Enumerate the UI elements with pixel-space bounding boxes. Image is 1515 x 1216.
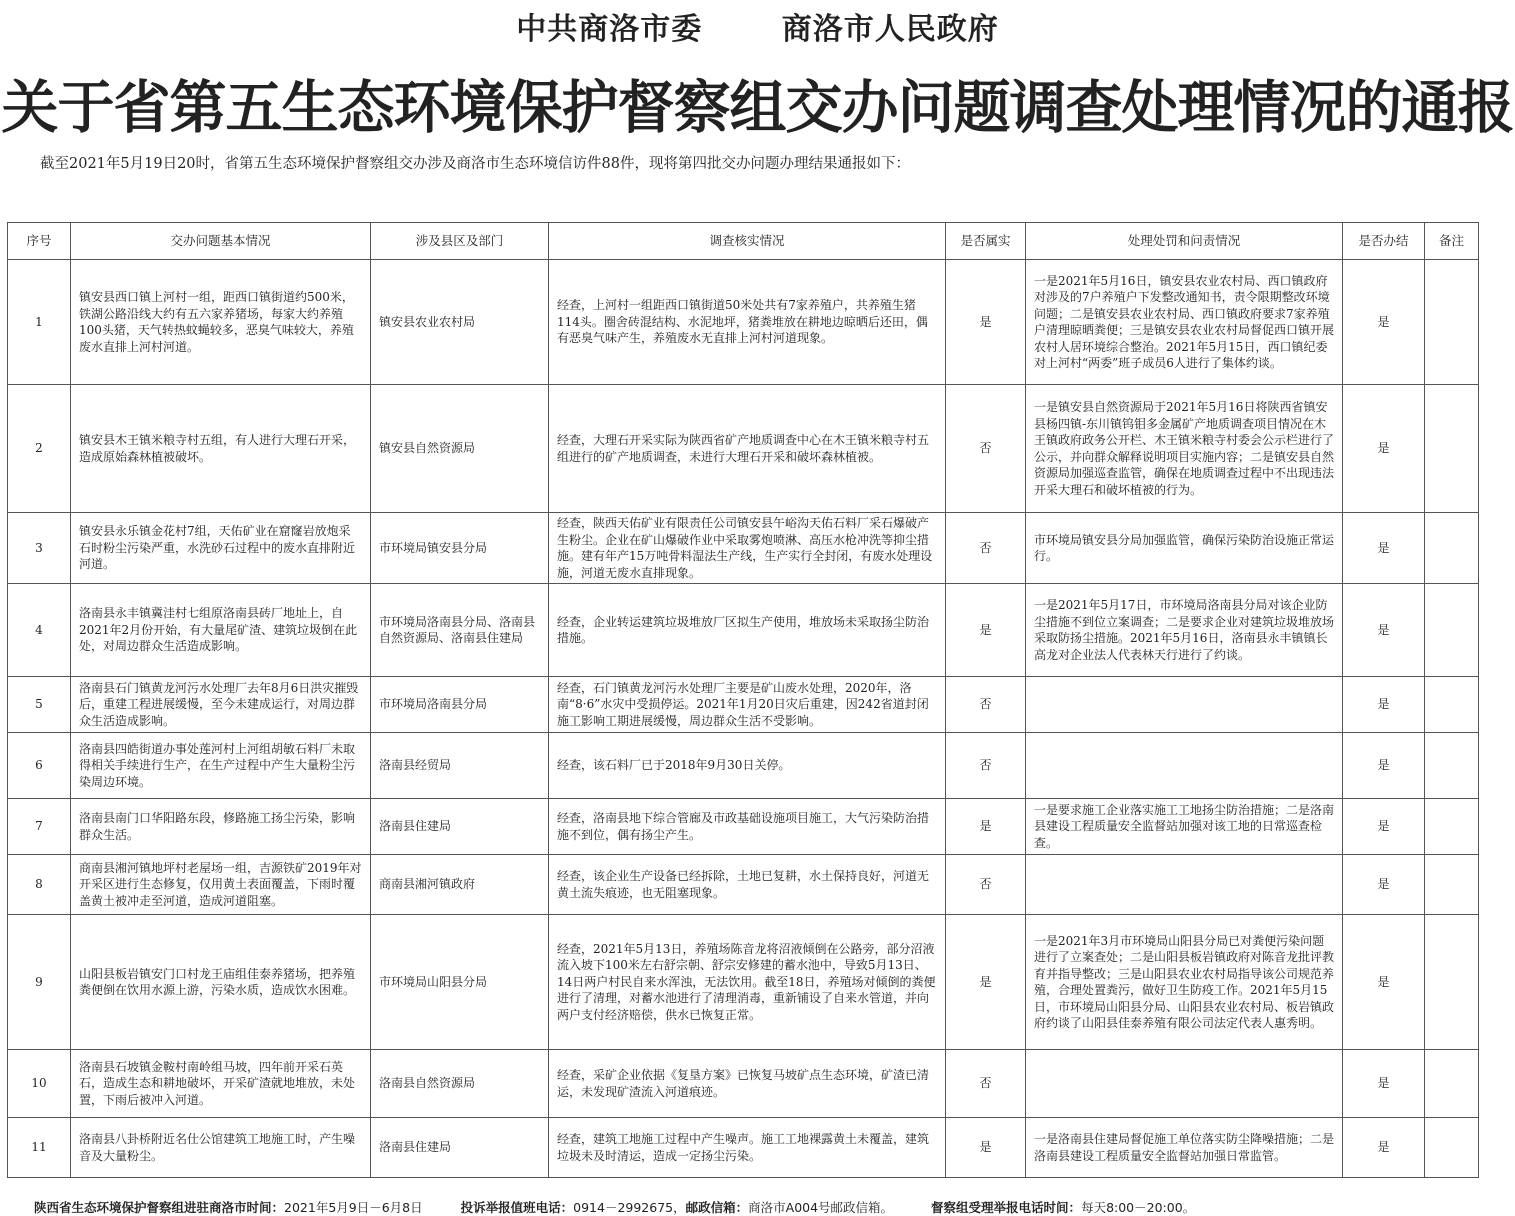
cell-verified: 否: [946, 855, 1026, 915]
cell-remark: [1425, 260, 1479, 385]
footer-value: 商洛市A004号邮政信箱。: [748, 1200, 894, 1215]
cell-verified: 是: [946, 260, 1026, 385]
cell-remark: [1425, 733, 1479, 799]
cell-department: 商南县湘河镇政府: [371, 855, 549, 915]
cell-serial: 8: [8, 855, 71, 915]
cell-issue: 洛南县石门镇黄龙河污水处理厂去年8月6日洪灾摧毁后，重建工程进展缓慢，至今未建成运行，对周边群众生活造成影响。: [71, 677, 371, 733]
cell-verified: 否: [946, 733, 1026, 799]
column-header: 是否属实: [946, 223, 1026, 260]
footer-station-period: [34, 1198, 423, 1216]
cell-closed: 是: [1343, 915, 1425, 1050]
cell-issue: 洛南县南门口华阳路东段，修路施工扬尘污染，影响群众生活。: [71, 799, 371, 855]
cell-finding: 经查，洛南县地下综合管廊及市政基础设施项目施工，大气污染防治措施不到位，偶有扬尘产生。: [549, 799, 946, 855]
cell-remark: [1425, 1050, 1479, 1118]
document-title: 关于省第五生态环境保护督察组交办问题调查处理情况的通报: [1, 75, 1514, 141]
cell-remark: [1425, 799, 1479, 855]
table-row: [8, 677, 1479, 733]
footer-label: 邮政信箱：: [685, 1200, 749, 1215]
column-header: 涉及县区及部门: [371, 223, 549, 260]
cell-department: 市环境局山阳县分局: [371, 915, 549, 1050]
cell-issue: 商南县湘河镇地坪村老屋场一组，吉源铁矿2019年对开采区进行生态修复，仅用黄土表面覆盖，下雨时覆盖黄土被冲走至河道，造成河道阻塞。: [71, 855, 371, 915]
cell-closed: 是: [1343, 513, 1425, 584]
cell-issue: 镇安县永乐镇金花村7组，天佑矿业在窟窿岩放炮采石时粉尘污染严重，水洗砂石过程中的废水直排附近河道。: [71, 513, 371, 584]
cell-finding: 经查，采矿企业依据《复垦方案》已恢复马坡矿点生态环境，矿渣已清运，未发现矿渣流入河道痕迹。: [549, 1050, 946, 1118]
cell-verified: 是: [946, 915, 1026, 1050]
cell-department: 镇安县农业农村局: [371, 260, 549, 385]
cell-serial: 2: [8, 385, 71, 513]
cell-verified: 是: [946, 1118, 1026, 1178]
cell-finding: 经查，2021年5月13日，养殖场陈音龙将沼液倾倒在公路旁，部分沼液流入坡下100米左右舒宗朝、舒宗安修建的蓄水池中，导致5月13日、14日两户村民自来水浑浊，无法饮用。截至18日，养殖场对倾倒的粪便进行了清理，对蓄水池进行了清理消毒，重新铺设了自来水管道，并向两户支付经济赔偿，供水已恢复正常。: [549, 915, 946, 1050]
table-body: [8, 260, 1479, 1178]
cell-department: 市环境局洛南县分局、洛南县自然资源局、洛南县住建局: [371, 584, 549, 677]
table-row: [8, 915, 1479, 1050]
cell-remark: [1425, 677, 1479, 733]
cell-action: [1026, 1050, 1343, 1118]
cell-action: [1026, 677, 1343, 733]
cell-serial: 6: [8, 733, 71, 799]
intro-paragraph: 截至2021年5月19日20时，省第五生态环境保护督察组交办涉及商洛市生态环境信访件88件，现将第四批交办问题办理结果通报如下：: [40, 156, 910, 172]
cell-verified: 是: [946, 584, 1026, 677]
cell-action: 一是镇安县自然资源局于2021年5月16日将陕西省镇安县杨四镇-东川镇钨钼多金属矿产地质调查项目情况在木王镇政府政务公开栏、木王镇米粮寺村委会公示栏进行了公示，并向群众解释说明项目实施内容；二是镇安县自然资源局加强巡查监管，确保在地质调查过程中不出现违法开采大理石和破坏植被的行为。: [1026, 385, 1343, 513]
cell-action: 一是洛南县住建局督促施工单位落实防尘降噪措施；二是洛南县建设工程质量安全监督站加强日常监管。: [1026, 1118, 1343, 1178]
cell-serial: 5: [8, 677, 71, 733]
cell-serial: 1: [8, 260, 71, 385]
cell-closed: 是: [1343, 1050, 1425, 1118]
report-table: [7, 222, 1479, 1178]
cell-serial: 9: [8, 915, 71, 1050]
cell-remark: [1425, 584, 1479, 677]
cell-verified: 否: [946, 1050, 1026, 1118]
table-row: [8, 260, 1479, 385]
cell-serial: 7: [8, 799, 71, 855]
column-header: 备注: [1425, 223, 1479, 260]
cell-verified: 否: [946, 513, 1026, 584]
cell-closed: 是: [1343, 677, 1425, 733]
cell-closed: 是: [1343, 733, 1425, 799]
cell-issue: 镇安县西口镇上河村一组，距西口镇街道约500米，铁湖公路沿线大约有五六家养猪场，每家大约养殖100头猪，天气转热蚊蝇较多，恶臭气味较大，养殖废水直排上河村河道。: [71, 260, 371, 385]
cell-department: 市环境局镇安县分局: [371, 513, 549, 584]
cell-finding: 经查，陕西天佑矿业有限责任公司镇安县午峪沟天佑石料厂采石爆破产生粉尘。企业在矿山爆破作业中采取雾炮喷淋、高压水枪冲洗等抑尘措施。建有年产15万吨骨料湿法生产线，生产实行全封闭，有废水处理设施，河道无废水直排现象。: [549, 513, 946, 584]
cell-action: 一是要求施工企业落实施工工地扬尘防治措施；二是洛南县建设工程质量安全监督站加强对该工地的日常巡查检查。: [1026, 799, 1343, 855]
cell-verified: 否: [946, 677, 1026, 733]
cell-closed: 是: [1343, 260, 1425, 385]
cell-department: 洛南县自然资源局: [371, 1050, 549, 1118]
cell-finding: 经查，企业转运建筑垃圾堆放厂区拟生产使用，堆放场未采取扬尘防治措施。: [549, 584, 946, 677]
table-row: [8, 513, 1479, 584]
cell-closed: 是: [1343, 385, 1425, 513]
footer-info: [34, 1198, 1229, 1216]
cell-department: 镇安县自然资源局: [371, 385, 549, 513]
table-row: [8, 385, 1479, 513]
cell-remark: [1425, 1118, 1479, 1178]
cell-department: 市环境局洛南县分局: [371, 677, 549, 733]
cell-verified: 否: [946, 385, 1026, 513]
cell-action: 一是2021年5月16日，镇安县农业农村局、西口镇政府对涉及的7户养殖户下发整改通知书，责令限期整改环境问题；二是镇安县农业农村局、西口镇政府要求7家养殖户清理晾晒粪便；三是镇安县农业农村局督促西口镇开展农村人居环境综合整治。2021年5月15日，西口镇纪委对上河村“两委”班子成员6人进行了集体约谈。: [1026, 260, 1343, 385]
cell-remark: [1425, 855, 1479, 915]
footer-label: 投诉举报值班电话：: [460, 1200, 574, 1215]
cell-serial: 11: [8, 1118, 71, 1178]
cell-serial: 3: [8, 513, 71, 584]
cell-department: 洛南县住建局: [371, 799, 549, 855]
footer-label: 督察组受理举报电话时间：: [931, 1200, 1082, 1215]
cell-finding: 经查，建筑工地施工过程中产生噪声。施工工地裸露黄土未覆盖，建筑垃圾未及时清运，造成一定扬尘污染。: [549, 1118, 946, 1178]
cell-department: 洛南县经贸局: [371, 733, 549, 799]
cell-department: 洛南县住建局: [371, 1118, 549, 1178]
cell-issue: 洛南县石坡镇金鞍村南岭组马坡，四年前开采石英石，造成生态和耕地破坏，开采矿渣就地堆放，未处置，下雨后被冲入河道。: [71, 1050, 371, 1118]
cell-serial: 4: [8, 584, 71, 677]
footer-value: 0914－2992675，: [573, 1200, 686, 1215]
footer-value: 每天8:00－20:00。: [1081, 1200, 1196, 1215]
column-header: 序号: [8, 223, 71, 260]
footer-label: 陕西省生态环境保护督察组进驻商洛市时间：: [34, 1200, 285, 1215]
cell-action: 市环境局镇安县分局加强监管，确保污染防治设施正常运行。: [1026, 513, 1343, 584]
cell-finding: 经查，上河村一组距西口镇街道50米处共有7家养殖户，共养殖生猪114头。圈舍砖混结构、水泥地坪，猪粪堆放在耕地边晾晒后还田，偶有恶臭气味产生，养殖废水无直排上河村河道现象。: [549, 260, 946, 385]
table-row: [8, 799, 1479, 855]
column-header: 交办问题基本情况: [71, 223, 371, 260]
org-name: 中共商洛市委: [516, 12, 703, 47]
cell-finding: 经查，石门镇黄龙河污水处理厂主要是矿山废水处理，2020年，洛南“8·6”水灾中受损停运。2021年1月20日灾后重建，因242省道封闭施工影响工期进展缓慢，周边群众生活不受影响。: [549, 677, 946, 733]
cell-action: 一是2021年3月市环境局山阳县分局已对粪便污染问题进行了立案查处；二是山阳县板岩镇政府对陈音龙批评教育并指导整改；三是山阳县农业农村局指导该公司规范养殖，合理处置粪污，做好卫生防疫工作。2021年5月15日，市环境局山阳县分局、山阳县农业农村局、板岩镇政府约谈了山阳县佳泰养殖有限公司法定代表人惠秀明。: [1026, 915, 1343, 1050]
cell-issue: 镇安县木王镇米粮寺村五组，有人进行大理石开采，造成原始森林植被破坏。: [71, 385, 371, 513]
org-name: 商洛市人民政府: [781, 12, 999, 47]
cell-issue: 洛南县永丰镇冀洼村七组原洛南县砖厂地址上，自2021年2月份开始，有大量尾矿渣、建筑垃圾倒在此处，对周边群众生活造成影响。: [71, 584, 371, 677]
cell-remark: [1425, 385, 1479, 513]
cell-closed: 是: [1343, 584, 1425, 677]
cell-action: 一是2021年5月17日，市环境局洛南县分局对该企业防尘措施不到位立案调查；二是要求企业对建筑垃圾堆放场采取防扬尘措施。2021年5月16日，洛南县永丰镇镇长高龙对企业法人代表林天行进行了约谈。: [1026, 584, 1343, 677]
cell-remark: [1425, 513, 1479, 584]
cell-closed: 是: [1343, 855, 1425, 915]
footer-hours: [931, 1198, 1195, 1216]
cell-serial: 10: [8, 1050, 71, 1118]
cell-action: [1026, 855, 1343, 915]
cell-verified: 是: [946, 799, 1026, 855]
cell-finding: 经查，该石料厂已于2018年9月30日关停。: [549, 733, 946, 799]
column-header: 调查核实情况: [549, 223, 946, 260]
cell-issue: 山阳县板岩镇安门口村龙王庙组佳泰养猪场，把养殖粪便倒在饮用水源上游，污染水质，造成饮水困难。: [71, 915, 371, 1050]
column-header: 处理处罚和问责情况: [1026, 223, 1343, 260]
cell-issue: 洛南县八卦桥附近名仕公馆建筑工地施工时，产生噪音及大量粉尘。: [71, 1118, 371, 1178]
cell-closed: 是: [1343, 799, 1425, 855]
cell-finding: 经查，该企业生产设备已经拆除，土地已复耕，水土保持良好，河道无黄土流失痕迹，也无阻塞现象。: [549, 855, 946, 915]
column-header: 是否办结: [1343, 223, 1425, 260]
cell-finding: 经查，大理石开采实际为陕西省矿产地质调查中心在木王镇米粮寺村五组进行的矿产地质调查，未进行大理石开采和破坏森林植被。: [549, 385, 946, 513]
table-row: [8, 1050, 1479, 1118]
table-row: [8, 855, 1479, 915]
issuing-organizations: [0, 4, 1515, 48]
table-header-row: [8, 223, 1479, 260]
cell-issue: 洛南县四皓街道办事处莲河村上河组胡敏石料厂未取得相关手续进行生产，在生产过程中产生大量粉尘污染周边环境。: [71, 733, 371, 799]
cell-action: [1026, 733, 1343, 799]
table-row: [8, 584, 1479, 677]
cell-remark: [1425, 915, 1479, 1050]
table-row: [8, 1118, 1479, 1178]
cell-closed: 是: [1343, 1118, 1425, 1178]
footer-hotline: [461, 1198, 893, 1216]
table-row: [8, 733, 1479, 799]
footer-value: 2021年5月9日－6月8日: [284, 1200, 423, 1215]
